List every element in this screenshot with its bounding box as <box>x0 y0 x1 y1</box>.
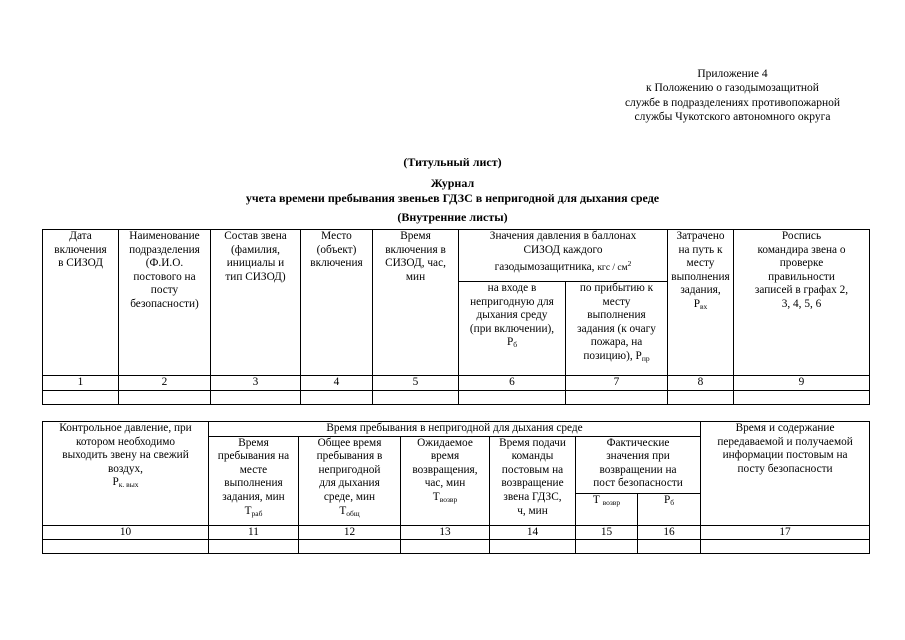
col-return-time-header: Ожидаемое время возвращения, час, мин $Т_{возвр}$ <box>401 436 490 525</box>
empty-cell[interactable] <box>566 390 668 404</box>
column-number: 1 <box>43 376 119 391</box>
column-number: 2 <box>119 376 211 391</box>
appendix-line: службы Чукотского автономного округа <box>634 111 831 124</box>
empty-cell[interactable] <box>490 540 576 554</box>
appendix-line: службе в подразделениях противопожарной <box>624 96 841 109</box>
column-number: 7 <box>566 376 668 391</box>
column-number: 10 <box>43 525 209 540</box>
col-date-header: Дата включения в СИЗОД <box>43 230 119 376</box>
col-command-time-header: Время подачи команды постовым на возвращение звена ГДЗС, ч, мин <box>490 436 576 525</box>
empty-cell[interactable] <box>459 390 566 404</box>
col-info-header: Время и содержание передаваемой и получаемой информации постовым на посту безопасности <box>701 422 870 526</box>
column-number: 15 <box>576 525 638 540</box>
empty-cell[interactable] <box>576 540 638 554</box>
col-work-time-header: Время пребывания на месте выполнения задания, мин $Т_{раб}$ <box>209 436 299 525</box>
column-number: 13 <box>401 525 490 540</box>
col-place-header: Место (объект) включения <box>301 230 373 376</box>
column-number: 12 <box>299 525 401 540</box>
empty-cell[interactable] <box>299 540 401 554</box>
empty-cell[interactable] <box>43 540 209 554</box>
journal-subtitle: учета времени пребывания звеньев ГДЗС в непригодной для дыхания среде <box>245 191 660 205</box>
col-total-time-header: Общее время пребывания в непригодной для дыхания среде, мин $Т_{общ}$ <box>299 436 401 525</box>
empty-cell[interactable] <box>668 390 734 404</box>
col-pressure-arrival-header: по прибытию к месту выполнения задания (к очагу пожара, на позицию), $Р_{пр}$ <box>566 282 668 376</box>
empty-entry-row <box>43 540 870 554</box>
empty-cell[interactable] <box>211 390 301 404</box>
empty-cell[interactable] <box>373 390 459 404</box>
column-number-row <box>43 525 870 540</box>
column-number: 4 <box>301 376 373 391</box>
empty-cell[interactable] <box>638 540 701 554</box>
col-actual-time-header: Т $_{возвр}$ <box>576 493 638 525</box>
col-unit-header: Наименование подразделения (Ф.И.О. постового на посту безопасности) <box>119 230 211 376</box>
column-number: 16 <box>638 525 701 540</box>
empty-entry-row <box>43 390 870 404</box>
column-number-row <box>43 376 870 391</box>
empty-cell[interactable] <box>734 390 870 404</box>
empty-cell[interactable] <box>401 540 490 554</box>
col-travel-header: Затрачено на путь к месту выполнения задания, $Р_{вх}$ <box>668 230 734 376</box>
empty-cell[interactable] <box>301 390 373 404</box>
journal-table-2 <box>42 421 870 554</box>
col-control-pressure-header: Контрольное давление, при котором необходимо выходить звену на свежий воздух, $Р_{к. вых}$ <box>43 422 209 526</box>
col-pressure-group-header: Значения давления в баллонах СИЗОД каждого газодымозащитника, кгс / $см^2$ <box>459 230 668 282</box>
journal-title: Журнал <box>430 176 475 190</box>
col-time-header: Время включения в СИЗОД, час, мин <box>373 230 459 376</box>
inner-sheets-label: (Внутренние листы) <box>397 210 508 224</box>
column-number: 9 <box>734 376 870 391</box>
col-crew-header: Состав звена (фамилия, инициалы и тип СИЗОД) <box>211 230 301 376</box>
col-time-group-header: Время пребывания в непригодной для дыхания среде <box>209 422 701 437</box>
column-number: 3 <box>211 376 301 391</box>
column-number: 8 <box>668 376 734 391</box>
col-signature-header: Роспись командира звена о проверке правильности записей в графах 2, 3, 4, 5, 6 <box>734 230 870 376</box>
column-number: 17 <box>701 525 870 540</box>
column-number: 11 <box>209 525 299 540</box>
column-number: 14 <box>490 525 576 540</box>
column-number: 6 <box>459 376 566 391</box>
col-actual-pressure-header: $Р_б$ <box>638 493 701 525</box>
pressure-unit-sup: 2 <box>627 259 632 269</box>
empty-cell[interactable] <box>209 540 299 554</box>
empty-cell[interactable] <box>119 390 211 404</box>
empty-cell[interactable] <box>701 540 870 554</box>
appendix-line: Приложение 4 <box>697 68 768 80</box>
pressure-unit: кгс / см <box>597 263 628 274</box>
col-pressure-entry-header: на входе в непригодную для дыхания среду (при включении), $Р_б$ <box>459 282 566 376</box>
title-sheet-label: (Титульный лист) <box>403 155 502 169</box>
appendix-line: к Положению о газодымозащитной <box>646 82 819 95</box>
column-number: 5 <box>373 376 459 391</box>
col-actual-values-header: Фактические значения при возвращении на пост безопасности <box>576 436 701 493</box>
journal-table-1 <box>42 229 870 405</box>
empty-cell[interactable] <box>43 390 119 404</box>
appendix-block <box>560 67 905 125</box>
